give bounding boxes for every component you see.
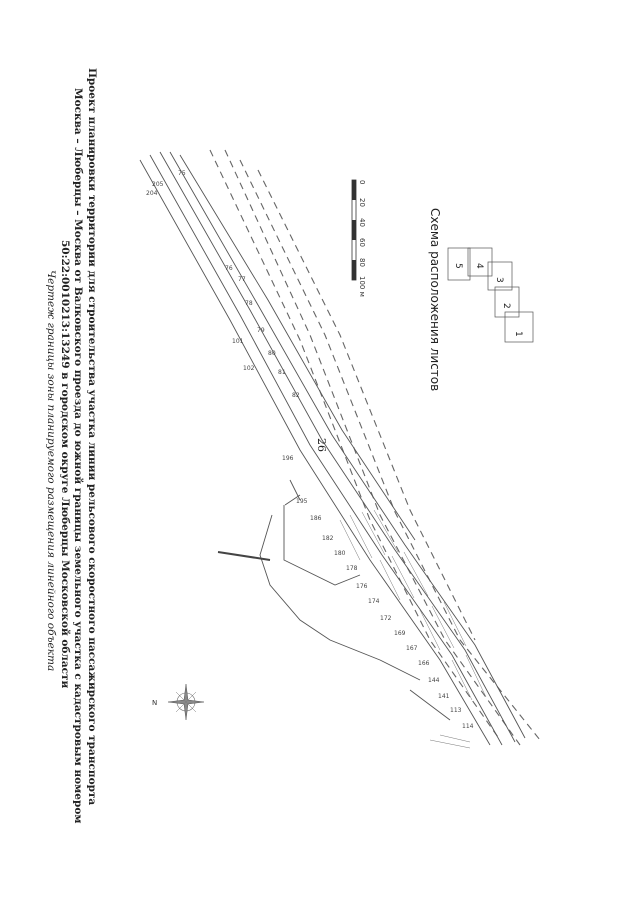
svg-text:176: 176 (356, 583, 368, 590)
compass-label: N (152, 699, 158, 707)
svg-text:102: 102 (243, 365, 255, 372)
scale-tick-60: 60 (358, 238, 366, 247)
sheet-1-label: 1 (513, 331, 523, 337)
title-line-2: Москва – Люберцы – Москва от Валковского проезда до южной границы земельного участка с кадастровым номером (72, 88, 84, 824)
sheet-2-frame (495, 287, 519, 317)
svg-text:182: 182 (322, 535, 334, 542)
title-line-3: 50:22:0010213:13249 в городском округе Люберцы Московской области (59, 240, 71, 689)
svg-text:167: 167 (406, 645, 418, 652)
svg-text:186: 186 (310, 515, 322, 522)
scale-tick-0: 0 (358, 180, 366, 185)
zone-boundary-dashed (210, 150, 540, 745)
svg-text:172: 172 (380, 615, 392, 622)
svg-text:81: 81 (278, 369, 286, 376)
page-number: 26 (315, 438, 328, 452)
planning-zone-polygon (260, 480, 450, 720)
scale-tick-100: 100 м (358, 276, 366, 297)
svg-text:144: 144 (428, 677, 440, 684)
sheet-2-label: 2 (501, 303, 511, 309)
svg-text:77: 77 (238, 276, 246, 283)
svg-text:205: 205 (152, 181, 164, 188)
svg-text:180: 180 (334, 550, 346, 557)
side-road (218, 552, 270, 560)
svg-text:114: 114 (462, 723, 474, 730)
scheme-label: Схема расположения листов (428, 208, 442, 392)
svg-text:166: 166 (418, 660, 430, 667)
sheet-3-label: 3 (494, 277, 504, 283)
svg-text:195: 195 (296, 498, 308, 505)
station-labels (146, 170, 474, 730)
svg-text:169: 169 (394, 630, 406, 637)
compass-rose-icon (152, 684, 204, 720)
svg-text:113: 113 (450, 707, 462, 714)
svg-text:174: 174 (368, 598, 380, 605)
svg-text:76: 76 (225, 265, 233, 272)
sheet-4-label: 4 (474, 263, 484, 269)
svg-text:80: 80 (268, 350, 276, 357)
svg-text:141: 141 (438, 693, 450, 700)
sheet-5-label: 5 (453, 263, 463, 269)
title-line-4: Чертеж границы зоны планируемого размещения линейного объекта (45, 270, 57, 672)
title-line-1: Проект планировки территории для строительства участка линии рельсового скоростного пассажирского транспорта (86, 68, 98, 806)
svg-text:204: 204 (146, 190, 158, 197)
rail-corridor (140, 152, 525, 745)
svg-text:75: 75 (178, 170, 186, 177)
scale-tick-20: 20 (358, 198, 366, 207)
svg-text:101: 101 (232, 338, 244, 345)
scale-tick-80: 80 (358, 258, 366, 267)
svg-text:178: 178 (346, 565, 358, 572)
scale-bar (352, 180, 366, 297)
svg-text:79: 79 (257, 327, 265, 334)
svg-text:78: 78 (245, 300, 253, 307)
svg-text:82: 82 (292, 392, 300, 399)
scale-tick-40: 40 (358, 218, 366, 227)
svg-text:196: 196 (282, 455, 294, 462)
